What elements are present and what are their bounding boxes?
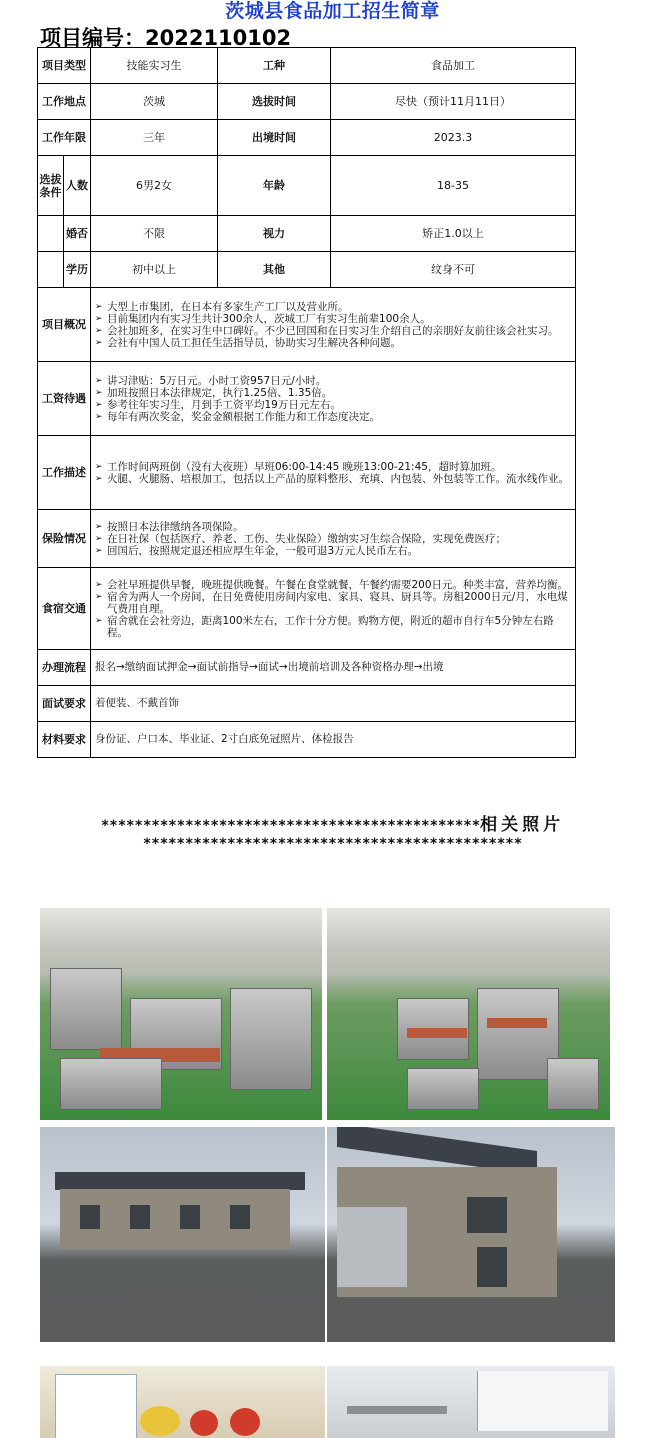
age-label: 年龄: [218, 156, 331, 216]
work-label: 工作描述: [38, 436, 91, 510]
list-item: ➢ 回国后，按照规定退还相应厚生年金，一般可退3万元人民币左右。: [95, 545, 571, 557]
lodging-cell: [91, 568, 576, 650]
table-row: [38, 650, 576, 686]
marriage-label: 婚否: [64, 216, 91, 252]
education-label: 学历: [64, 252, 91, 288]
cafeteria-photo-1: [40, 1366, 325, 1438]
other-label: 其他: [218, 252, 331, 288]
salary-list: [95, 375, 571, 423]
lodging-label: 食宿交通: [38, 568, 91, 650]
project-number: 项目编号：2022110102: [40, 26, 292, 50]
term-value: 三年: [91, 120, 218, 156]
departure-label: 出境时间: [218, 120, 331, 156]
insurance-label: 保险情况: [38, 510, 91, 568]
photos-heading-label: 相关照片: [480, 815, 565, 835]
table-row: [38, 722, 576, 758]
list-item: ➢ 在日社保（包括医疗、养老、工伤、失业保险）缴纳实习生综合保险，实现免费医疗；: [95, 533, 571, 545]
list-item: ➢ 宿舍为两人一个房间，在日免费使用房间内家电、家具、寝具、厨具等。房租2000日元/月，水电煤气费用自理。: [95, 591, 571, 615]
list-item: ➢ 大型上市集团，在日本有多家生产工厂以及营业所。: [95, 301, 571, 313]
table-row: [38, 84, 576, 120]
factory-photo-1: [40, 908, 322, 1120]
interview-value: 着便装、不戴首饰: [91, 686, 576, 722]
headcount-label: 人数: [64, 156, 91, 216]
salary-label: 工资待遇: [38, 362, 91, 436]
list-item: ➢ 参考往年实习生，月到手工资平均19万日元左右。: [95, 399, 571, 411]
list-item: ➢ 会社早班提供早餐，晚班提供晚餐。午餐在食堂就餐，午餐约需要200日元。种类丰富，营养均衡。: [95, 579, 571, 591]
list-item: ➢ 加班按照日本法律规定，执行1.25倍、1.35倍。: [95, 387, 571, 399]
age-value: 18-35: [331, 156, 576, 216]
job-label: 工种: [218, 48, 331, 84]
project-type-value: 技能实习生: [91, 48, 218, 84]
vision-label: 视力: [218, 216, 331, 252]
departure-value: 2023.3: [331, 120, 576, 156]
table-row: [38, 48, 576, 84]
photos-heading-line1: [0, 810, 665, 835]
education-value: 初中以上: [91, 252, 218, 288]
table-row: [38, 362, 576, 436]
marriage-value: 不限: [91, 216, 218, 252]
interview-label: 面试要求: [38, 686, 91, 722]
vision-value: 矫正1.0以上: [331, 216, 576, 252]
selection-time-label: 选拔时间: [218, 84, 331, 120]
table-row: [38, 216, 576, 252]
list-item: ➢ 每年有两次奖金，奖金金额根据工作能力和工作态度决定。: [95, 411, 571, 423]
job-value: 食品加工: [331, 48, 576, 84]
list-item: ➢ 目前集团内有实习生共计300余人，茨城工厂有实习生前辈100余人。: [95, 313, 571, 325]
list-item: ➢ 火腿、火腿肠、培根加工，包括以上产品的原料整形、充填、内包装、外包装等工作。流水线作业。: [95, 473, 571, 485]
work-list: [95, 461, 571, 485]
overview-label: 项目概况: [38, 288, 91, 362]
dormitory-photo-1: [40, 1127, 325, 1342]
list-item: ➢ 工作时间两班倒（没有大夜班）早班06:00-14:45 晚班13:00-21:45，超时算加班。: [95, 461, 571, 473]
photos-heading-line2: *********************************************: [142, 836, 523, 852]
selection-time-value: 尽快（预计11月11日）: [331, 84, 576, 120]
list-item: ➢ 按照日本法律缴纳各项保险。: [95, 521, 571, 533]
table-row: [38, 156, 576, 216]
table-row: [38, 120, 576, 156]
list-item: ➢ 宿舍就在会社旁边，距离100米左右，工作十分方便。购物方便，附近的超市自行车5分钟左右路程。: [95, 615, 571, 639]
lodging-list: [95, 579, 571, 639]
other-value: 纹身不可: [331, 252, 576, 288]
criteria-label: 选拔条件: [38, 156, 64, 216]
factory-photo-2: [327, 908, 610, 1120]
list-item: ➢ 会社加班多，在实习生中口碑好。不少已回国和在日实习生介绍自己的亲朋好友前往该会社实习。: [95, 325, 571, 337]
overview-list: [95, 301, 571, 349]
location-label: 工作地点: [38, 84, 91, 120]
location-value: 茨城: [91, 84, 218, 120]
dormitory-photo-2: [327, 1127, 615, 1342]
criteria-spacer: [38, 216, 64, 252]
work-cell: [91, 436, 576, 510]
table-row: [38, 686, 576, 722]
table-row: [38, 436, 576, 510]
materials-label: 材料要求: [38, 722, 91, 758]
term-label: 工作年限: [38, 120, 91, 156]
table-row: [38, 568, 576, 650]
insurance-list: [95, 521, 571, 557]
process-label: 办理流程: [38, 650, 91, 686]
materials-value: 身份证、户口本、毕业证、2寸白底免冠照片、体检报告: [91, 722, 576, 758]
table-row: [38, 288, 576, 362]
page-title: 茨城县食品加工招生简章: [225, 0, 440, 22]
list-item: ➢ 讲习津贴：5万日元。小时工资957日元/小时。: [95, 375, 571, 387]
table-row: [38, 510, 576, 568]
info-table: [37, 47, 576, 758]
criteria-spacer: [38, 252, 64, 288]
salary-cell: [91, 362, 576, 436]
table-row: [38, 252, 576, 288]
insurance-cell: [91, 510, 576, 568]
process-value: 报名→缴纳面试押金→面试前指导→面试→出境前培训及各种资格办理→出境: [91, 650, 576, 686]
photos-heading-stars: *********************************************: [100, 818, 481, 834]
list-item: ➢ 会社有中国人员工担任生活指导员，协助实习生解决各种问题。: [95, 337, 571, 349]
headcount-value: 6男2女: [91, 156, 218, 216]
overview-cell: [91, 288, 576, 362]
cafeteria-photo-2: [327, 1366, 615, 1438]
project-type-label: 项目类型: [38, 48, 91, 84]
